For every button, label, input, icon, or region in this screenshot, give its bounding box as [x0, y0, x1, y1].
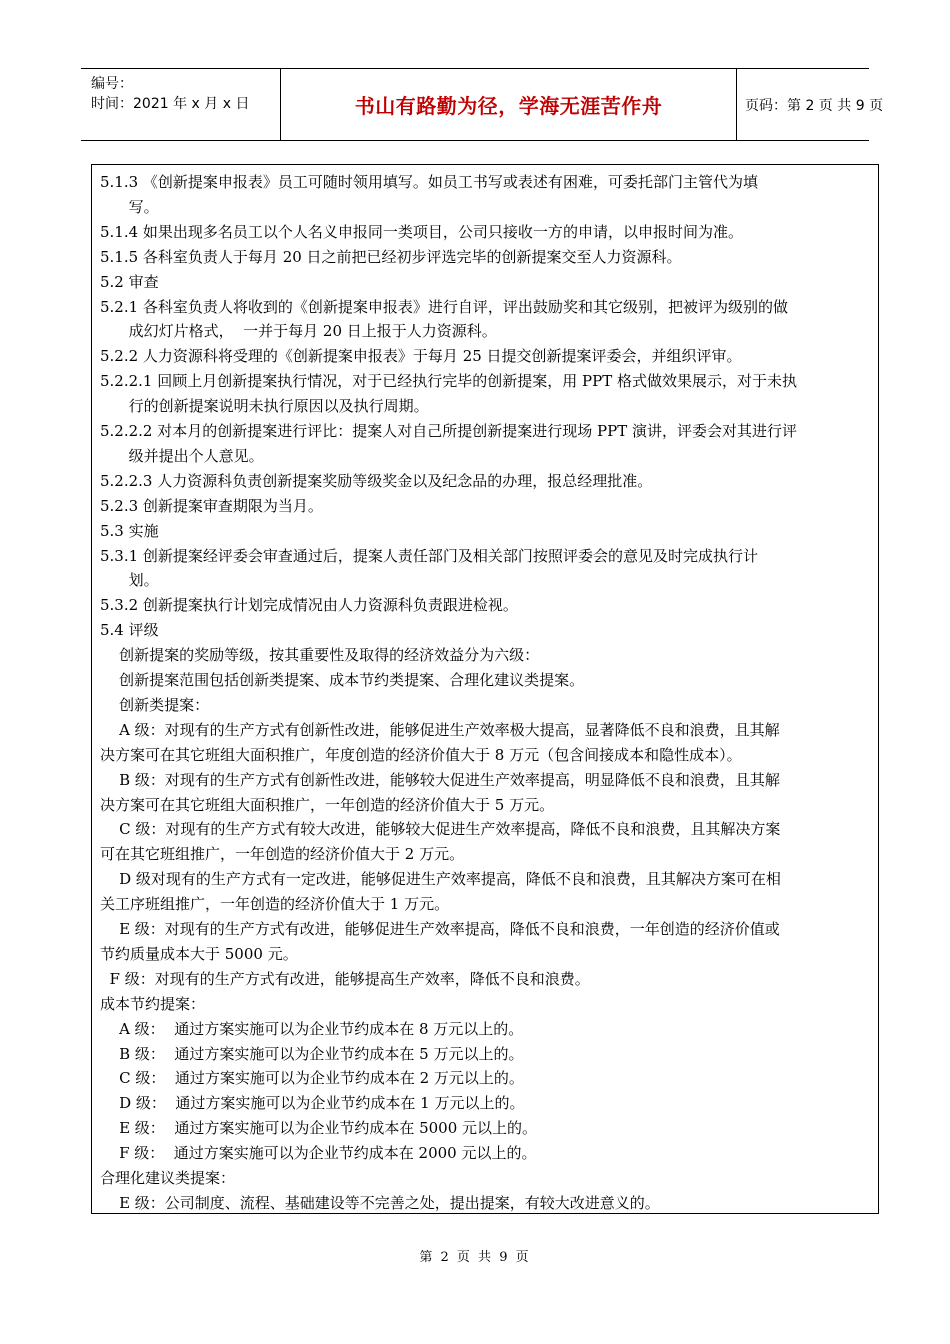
- body-line: 5.4 评级: [100, 621, 159, 640]
- body-line: 级并提出个人意见。: [100, 446, 264, 465]
- body-line: 写。: [100, 197, 159, 216]
- body-line: D 级： 通过方案实施可以为企业节约成本在 1 万元以上的。: [100, 1094, 525, 1113]
- body-line: C 级： 通过方案实施可以为企业节约成本在 2 万元以上的。: [100, 1069, 524, 1088]
- body-line: D 级对现有的生产方式有一定改进，能够促进生产效率提高，降低不良和浪费，且其解决方案可在相: [100, 870, 781, 889]
- body-line: 5.2 审查: [100, 272, 159, 291]
- body-line: 创新类提案：: [100, 695, 210, 714]
- body-line: 5.2.2.3 人力资源科负责创新提案奖励等级奖金以及纪念品的办理，报总经理批准。: [100, 471, 653, 490]
- body-line: 5.1.5 各科室负责人于每月 20 日之前把已经初步评选完毕的创新提案交至人力资源科。: [100, 247, 682, 266]
- body-line: 可在其它班组推广，一年创造的经济价值大于 2 万元。: [100, 845, 465, 864]
- body-line: 关工序班组推广，一年创造的经济价值大于 1 万元。: [100, 895, 450, 914]
- motto-text: 书山有路勤为径，学海无涯苦作舟: [354, 94, 663, 118]
- header-page-cell: [737, 69, 884, 140]
- body-line: 5.2.2.1 回顾上月创新提案执行情况，对于已经执行完毕的创新提案，用 PPT 格式做效果展示，对于未执: [100, 372, 797, 391]
- body-line: 5.3.2 创新提案执行计划完成情况由人力资源科负责跟进检视。: [100, 596, 518, 615]
- body-line: E 级： 通过方案实施可以为企业节约成本在 5000 元以上的。: [100, 1119, 538, 1138]
- body-line: 5.2.1 各科室负责人将收到的《创新提案申报表》进行自评，评出鼓励奖和其它级别，把被评为级别的做: [100, 297, 788, 316]
- body-line: 合理化建议类提案：: [100, 1169, 236, 1187]
- document-number-label: 编号：: [91, 76, 133, 92]
- body-line: E 级：公司制度、流程、基础建设等不完善之处，提出提案，有较大改进意义的。: [100, 1193, 660, 1212]
- body-line: 划。: [100, 571, 159, 590]
- body-line: 5.1.4 如果出现多名员工以个人名义申报同一类项目，公司只接收一方的申请，以申报时间为准。: [100, 222, 743, 241]
- body-line: 行的创新提案说明未执行原因以及执行周期。: [100, 397, 429, 416]
- body-line: 5.3.1 创新提案经评委会审查通过后，提案人责任部门及相关部门按照评委会的意见及时完成执行计: [100, 546, 758, 565]
- body-line: 5.3 实施: [100, 521, 159, 540]
- page-header: [81, 68, 884, 141]
- body-line: 创新提案范围包括创新类提案、成本节约类提案、合理化建议类提案。: [100, 671, 585, 689]
- body-line: 5.1.3 《创新提案申报表》员工可随时领用填写。如员工书写或表述有困难，可委托部门主管代为填: [100, 173, 758, 191]
- body-line: 成本节约提案：: [100, 994, 206, 1013]
- body-line: 节约质量成本大于 5000 元。: [100, 944, 298, 963]
- document-date-label: 时间：2021 年 x 月 x 日: [91, 96, 250, 112]
- body-line: E 级：对现有的生产方式有改进，能够促进生产效率提高，降低不良和浪费，一年创造的经济价值或: [100, 920, 780, 938]
- body-line: 决方案可在其它班组大面积推广，年度创造的经济价值大于 8 万元（包含间接成本和隐性成本）。: [100, 745, 742, 764]
- body-line: F 级：对现有的生产方式有改进，能够提高生产效率，降低不良和浪费。: [100, 969, 590, 988]
- body-line: C 级：对现有的生产方式有较大改进，能够较大促进生产效率提高，降低不良和浪费，且其解决方案: [100, 820, 781, 839]
- header-page-number: 页码：第 2 页 共 9 页: [745, 97, 884, 114]
- body-line: B 级：对现有的生产方式有创新性改进，能够较大促进生产效率提高，明显降低不良和浪费，且其解: [100, 770, 780, 789]
- body-line: 创新提案的奖励等级，按其重要性及取得的经济效益分为六级：: [100, 646, 540, 665]
- page-footer: 第 2 页 共 9 页: [419, 1250, 531, 1265]
- body-line: 成幻灯片格式， 一并于每月 20 日上报于人力资源科。: [100, 322, 497, 341]
- body-line: A 级：对现有的生产方式有创新性改进，能够促进生产效率极大提高，显著降低不良和浪费，且其解: [100, 720, 780, 739]
- body-line: 5.2.2 人力资源科将受理的《创新提案申报表》于每月 25 日提交创新提案评委会，并组织评审。: [100, 347, 742, 366]
- body-line: F 级： 通过方案实施可以为企业节约成本在 2000 元以上的。: [100, 1144, 537, 1163]
- header-meta-cell: [81, 69, 281, 140]
- body-line: A 级： 通过方案实施可以为企业节约成本在 8 万元以上的。: [100, 1019, 524, 1038]
- header-motto-cell: [281, 69, 737, 140]
- body-line: 5.2.3 创新提案审查期限为当月。: [100, 496, 323, 515]
- body-line: B 级： 通过方案实施可以为企业节约成本在 5 万元以上的。: [100, 1044, 524, 1063]
- body-line: 决方案可在其它班组大面积推广，一年创造的经济价值大于 5 万元。: [100, 795, 555, 814]
- body-line: 5.2.2.2 对本月的创新提案进行评比：提案人对自己所提创新提案进行现场 PPT 演讲，评委会对其进行评: [100, 422, 797, 440]
